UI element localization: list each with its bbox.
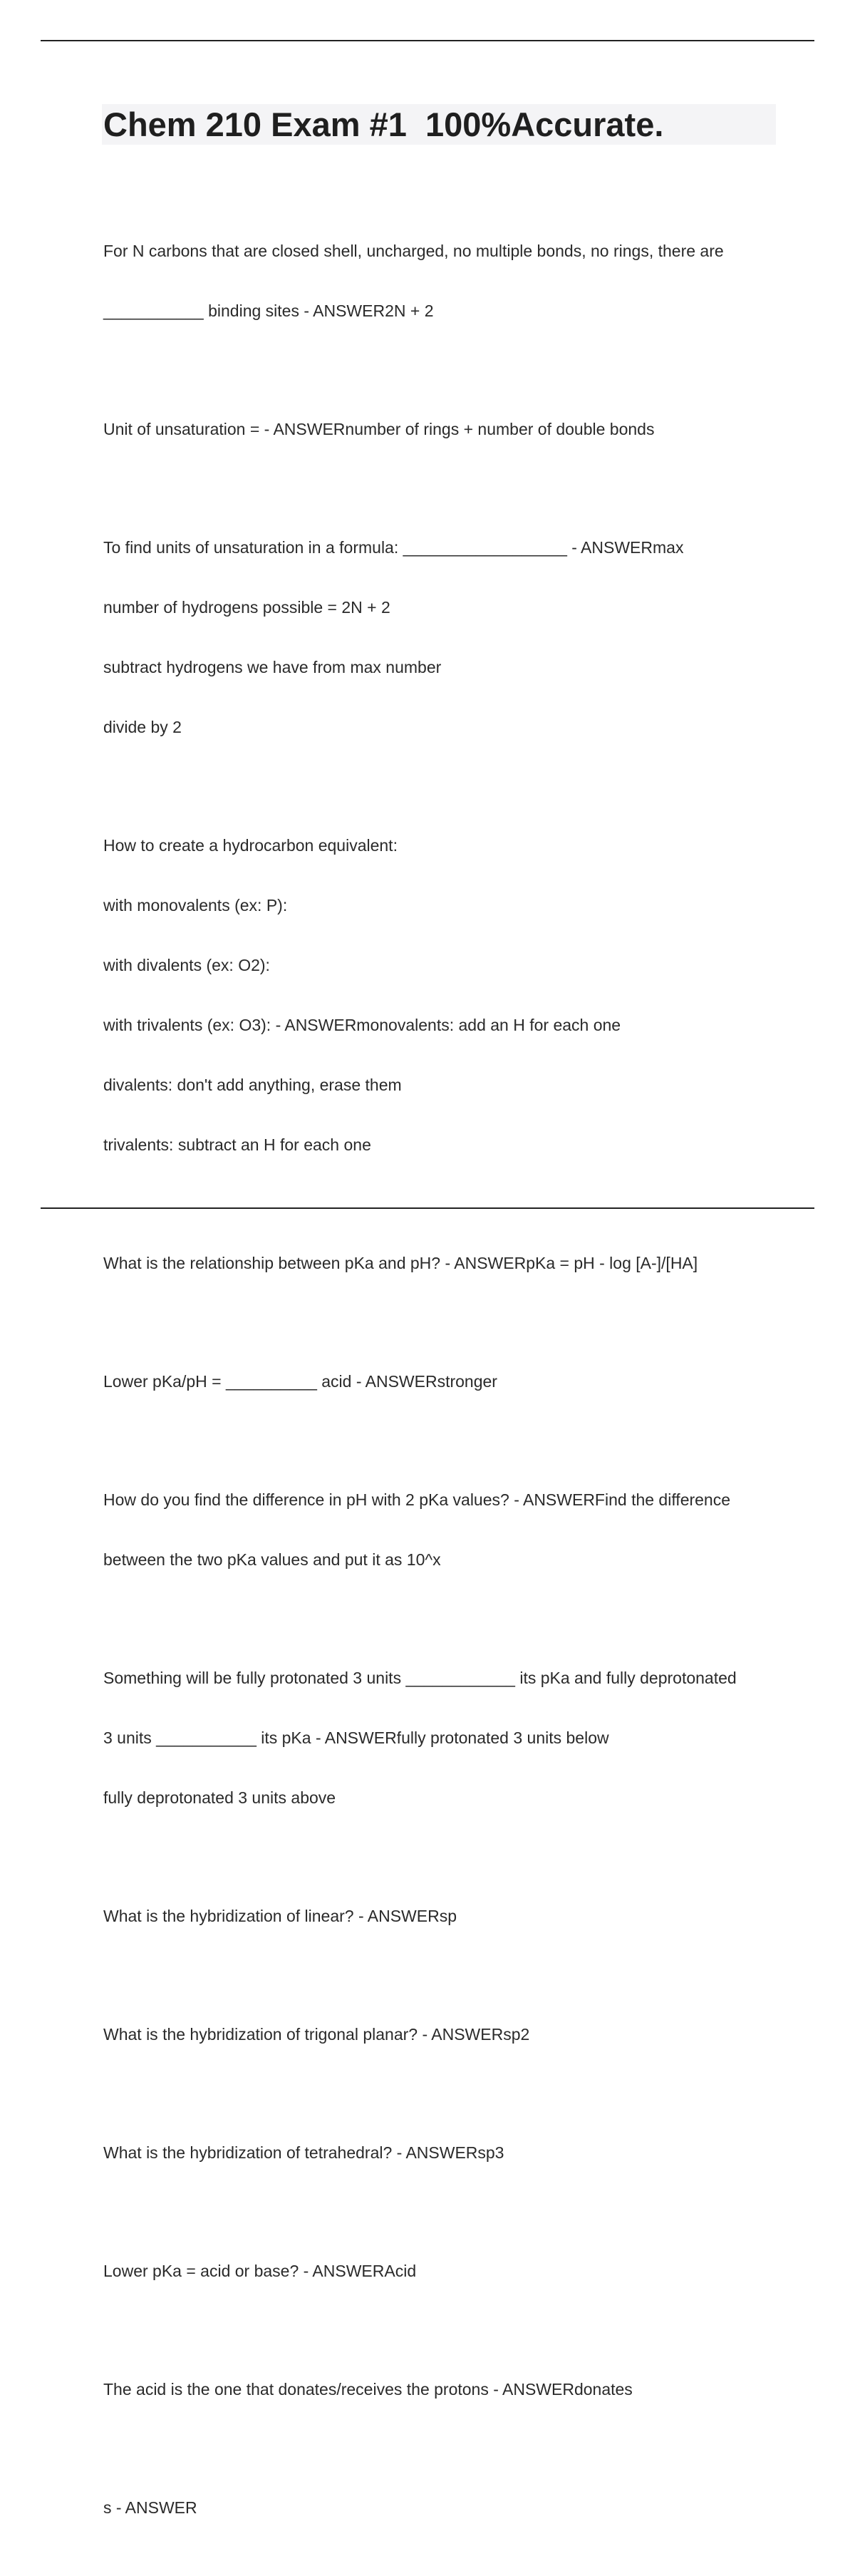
qa-item-5: [103, 1213, 780, 1313]
qa-item-4: [103, 795, 780, 1195]
qa-line: fully deprotonated 3 units above: [103, 1788, 336, 1807]
qa-line: ___________ binding sites - ANSWER2N + 2: [103, 302, 434, 320]
document-title: Chem 210 Exam #1 100%Accurate.: [103, 105, 664, 143]
qa-line: What is the hybridization of linear? - ANSWERsp: [103, 1907, 457, 1925]
qa-item-7: [103, 1450, 780, 1609]
qa-line: Lower pKa/pH = __________ acid - ANSWERstronger: [103, 1372, 497, 1391]
qa-line: between the two pKa values and put it as 10^x: [103, 1550, 441, 1569]
top-rule: [41, 40, 814, 41]
qa-line: trivalents: subtract an H for each one: [103, 1135, 371, 1154]
qa-line: How to create a hydrocarbon equivalent:: [103, 836, 398, 855]
qa-line: The acid is the one that donates/receives the protons - ANSWERdonates: [103, 2380, 633, 2399]
qa-item-12: [103, 2221, 780, 2321]
qa-line: Unit of unsaturation = - ANSWERnumber of rings + number of double bonds: [103, 420, 655, 438]
qa-line: with monovalents (ex: P):: [103, 896, 288, 915]
qa-line: s - ANSWER: [103, 2498, 197, 2517]
qa-line: with divalents (ex: O2):: [103, 956, 270, 974]
qa-line: number of hydrogens possible = 2N + 2: [103, 598, 390, 617]
qa-item-14: [103, 2458, 780, 2557]
qa-item-13: [103, 2339, 780, 2439]
qa-line: 3 units ___________ its pKa - ANSWERfully protonated 3 units below: [103, 1729, 609, 1747]
qa-item-9: [103, 1866, 780, 1966]
qa-item-6: [103, 1331, 780, 1431]
qa-line: divalents: don't add anything, erase them: [103, 1076, 402, 1094]
qa-line: with trivalents (ex: O3): - ANSWERmonovalents: add an H for each one: [103, 1016, 621, 1034]
qa-item-2: [103, 379, 780, 479]
qa-item-8: [103, 1628, 780, 1848]
qa-line: divide by 2: [103, 718, 182, 736]
bottom-rule: [41, 1207, 814, 1209]
qa-item-1: [103, 201, 780, 361]
qa-item-10: [103, 1984, 780, 2084]
qa-line: Lower pKa = acid or base? - ANSWERAcid: [103, 2262, 417, 2280]
qa-line: What is the hybridization of tetrahedral? - ANSWERsp3: [103, 2143, 504, 2162]
qa-line: Something will be fully protonated 3 units ____________ its pKa and fully deprotonated: [103, 1669, 737, 1687]
qa-item-3: [103, 498, 780, 777]
qa-line: For N carbons that are closed shell, uncharged, no multiple bonds, no rings, there are: [103, 242, 724, 260]
qa-item-11: [103, 2103, 780, 2203]
qa-line: subtract hydrogens we have from max number: [103, 658, 442, 676]
qa-line: To find units of unsaturation in a formula: __________________ - ANSWERmax: [103, 538, 684, 557]
qa-line: How do you find the difference in pH with 2 pKa values? - ANSWERFind the difference: [103, 1490, 731, 1509]
question-list: [103, 201, 780, 2576]
qa-line: What is the relationship between pKa and pH? - ANSWERpKa = pH - log [A-]/[HA]: [103, 1254, 698, 1272]
qa-line: What is the hybridization of trigonal planar? - ANSWERsp2: [103, 2025, 530, 2044]
